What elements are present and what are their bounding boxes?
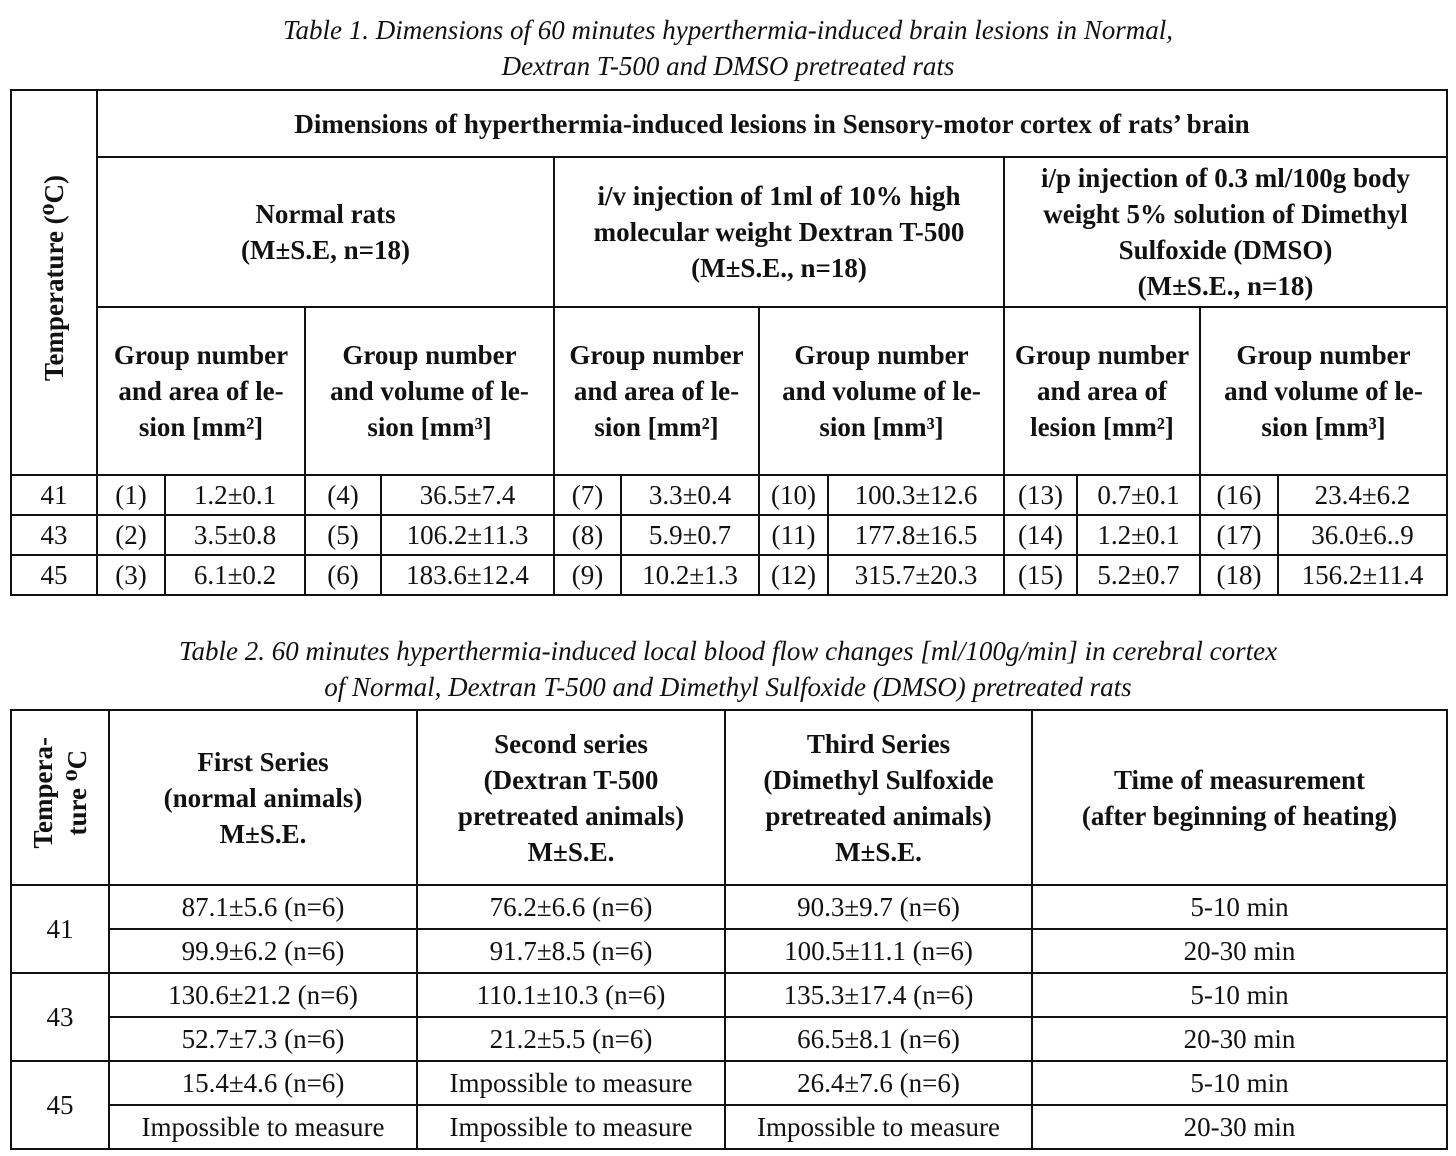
- main-header: Dimensions of hyperthermia-induced lesions in Sensory-motor cortex of rats’ brain: [97, 90, 1447, 157]
- third-series-cell: 66.5±8.1 (n=6): [725, 1017, 1032, 1061]
- value-cell: 100.3±12.6: [828, 475, 1004, 515]
- table-row: [11, 885, 1447, 929]
- table-row: [11, 929, 1447, 973]
- group-number-cell: (5): [305, 515, 381, 555]
- table1-caption-line1: Table 1. Dimensions of 60 minutes hyperthermia-induced brain lesions in Normal,: [283, 15, 1173, 45]
- temperature-header: Tempera- ture ⁰C: [11, 710, 109, 885]
- first-series-header: First Series (normal animals) M±S.E.: [109, 710, 417, 885]
- subheader-volume-dextran: Group number and volume of le- sion [mm³]: [759, 307, 1004, 475]
- group-number-cell: (4): [305, 475, 381, 515]
- group-number-cell: (8): [554, 515, 621, 555]
- time-cell: 20-30 min: [1032, 1017, 1447, 1061]
- group-number-cell: (3): [97, 555, 165, 595]
- temperature-header: Temperature (⁰C): [11, 90, 97, 475]
- table2-caption-line2: of Normal, Dextran T-500 and Dimethyl Sulfoxide (DMSO) pretreated rats: [324, 672, 1132, 702]
- temperature-cell: 43: [11, 973, 109, 1061]
- second-series-header: Second series (Dextran T-500 pretreated animals) M±S.E.: [417, 710, 725, 885]
- group-number-cell: (15): [1004, 555, 1077, 595]
- value-cell: 0.7±0.1: [1077, 475, 1200, 515]
- value-cell: 177.8±16.5: [828, 515, 1004, 555]
- value-cell: 315.7±20.3: [828, 555, 1004, 595]
- second-series-cell: 91.7±8.5 (n=6): [417, 929, 725, 973]
- group-header-dmso: i/p injection of 0.3 ml/100g body weight 5% solution of Dimethyl Sulfoxide (DMSO) (M±S.E., n=18): [1004, 157, 1447, 307]
- first-series-cell: 99.9±6.2 (n=6): [109, 929, 417, 973]
- second-series-cell: 110.1±10.3 (n=6): [417, 973, 725, 1017]
- value-cell: 23.4±6.2: [1278, 475, 1447, 515]
- time-cell: 5-10 min: [1032, 885, 1447, 929]
- table-row: [11, 555, 1447, 595]
- time-cell: 5-10 min: [1032, 1061, 1447, 1105]
- value-cell: 106.2±11.3: [381, 515, 554, 555]
- subheader-volume-normal: Group number and volume of le- sion [mm³]: [305, 307, 554, 475]
- table-row: [11, 515, 1447, 555]
- second-series-cell: 21.2±5.5 (n=6): [417, 1017, 725, 1061]
- group-number-cell: (14): [1004, 515, 1077, 555]
- group-number-cell: (16): [1200, 475, 1278, 515]
- table-row: [11, 973, 1447, 1017]
- subheader-area-dmso: Group number and area of lesion [mm²]: [1004, 307, 1200, 475]
- value-cell: 5.2±0.7: [1077, 555, 1200, 595]
- group-number-cell: (6): [305, 555, 381, 595]
- value-cell: 1.2±0.1: [165, 475, 305, 515]
- table-row: [11, 475, 1447, 515]
- temperature-cell: 41: [11, 475, 97, 515]
- value-cell: 36.0±6..9: [1278, 515, 1447, 555]
- group-number-cell: (1): [97, 475, 165, 515]
- third-series-cell: 90.3±9.7 (n=6): [725, 885, 1032, 929]
- table1-caption-line2: Dextran T-500 and DMSO pretreated rats: [501, 51, 955, 81]
- first-series-cell: 15.4±4.6 (n=6): [109, 1061, 417, 1105]
- group-header-dextran: i/v injection of 1ml of 10% high molecular weight Dextran T-500 (M±S.E., n=18): [554, 157, 1004, 307]
- temperature-cell: 45: [11, 555, 97, 595]
- first-series-cell: Impossible to measure: [109, 1105, 417, 1149]
- value-cell: 6.1±0.2: [165, 555, 305, 595]
- first-series-cell: 87.1±5.6 (n=6): [109, 885, 417, 929]
- group-number-cell: (9): [554, 555, 621, 595]
- table2-caption-line1: Table 2. 60 minutes hyperthermia-induced local blood flow changes [ml/100g/min] in cerebral cortex: [178, 636, 1278, 666]
- group-number-cell: (13): [1004, 475, 1077, 515]
- value-cell: 10.2±1.3: [621, 555, 759, 595]
- table-row: [11, 1017, 1447, 1061]
- first-series-cell: 52.7±7.3 (n=6): [109, 1017, 417, 1061]
- lesion-dimensions-table: [10, 89, 1448, 596]
- group-number-cell: (2): [97, 515, 165, 555]
- group-number-cell: (18): [1200, 555, 1278, 595]
- third-series-cell: 26.4±7.6 (n=6): [725, 1061, 1032, 1105]
- time-of-measurement-header: Time of measurement (after beginning of heating): [1032, 710, 1447, 885]
- table-row: [11, 1061, 1447, 1105]
- time-cell: 20-30 min: [1032, 929, 1447, 973]
- temperature-cell: 43: [11, 515, 97, 555]
- value-cell: 156.2±11.4: [1278, 555, 1447, 595]
- third-series-cell: 135.3±17.4 (n=6): [725, 973, 1032, 1017]
- value-cell: 183.6±12.4: [381, 555, 554, 595]
- second-series-cell: Impossible to measure: [417, 1105, 725, 1149]
- third-series-cell: Impossible to measure: [725, 1105, 1032, 1149]
- third-series-cell: 100.5±11.1 (n=6): [725, 929, 1032, 973]
- group-number-cell: (17): [1200, 515, 1278, 555]
- group-header-normal: Normal rats (M±S.E, n=18): [97, 157, 554, 307]
- table1-caption: [0, 12, 1456, 84]
- temperature-cell: 45: [11, 1061, 109, 1149]
- table-row: [11, 1105, 1447, 1149]
- value-cell: 5.9±0.7: [621, 515, 759, 555]
- value-cell: 3.5±0.8: [165, 515, 305, 555]
- subheader-area-dextran: Group number and area of le- sion [mm²]: [554, 307, 759, 475]
- group-number-cell: (10): [759, 475, 828, 515]
- value-cell: 36.5±7.4: [381, 475, 554, 515]
- third-series-header: Third Series (Dimethyl Sulfoxide pretreated animals) M±S.E.: [725, 710, 1032, 885]
- blood-flow-table: [10, 709, 1448, 1150]
- table2-caption: [0, 633, 1456, 705]
- time-cell: 5-10 min: [1032, 973, 1447, 1017]
- subheader-area-normal: Group number and area of le- sion [mm²]: [97, 307, 305, 475]
- first-series-cell: 130.6±21.2 (n=6): [109, 973, 417, 1017]
- subheader-volume-dmso: Group number and volume of le- sion [mm³]: [1200, 307, 1447, 475]
- second-series-cell: Impossible to measure: [417, 1061, 725, 1105]
- value-cell: 3.3±0.4: [621, 475, 759, 515]
- group-number-cell: (7): [554, 475, 621, 515]
- value-cell: 1.2±0.1: [1077, 515, 1200, 555]
- temperature-cell: 41: [11, 885, 109, 973]
- second-series-cell: 76.2±6.6 (n=6): [417, 885, 725, 929]
- group-number-cell: (11): [759, 515, 828, 555]
- time-cell: 20-30 min: [1032, 1105, 1447, 1149]
- group-number-cell: (12): [759, 555, 828, 595]
